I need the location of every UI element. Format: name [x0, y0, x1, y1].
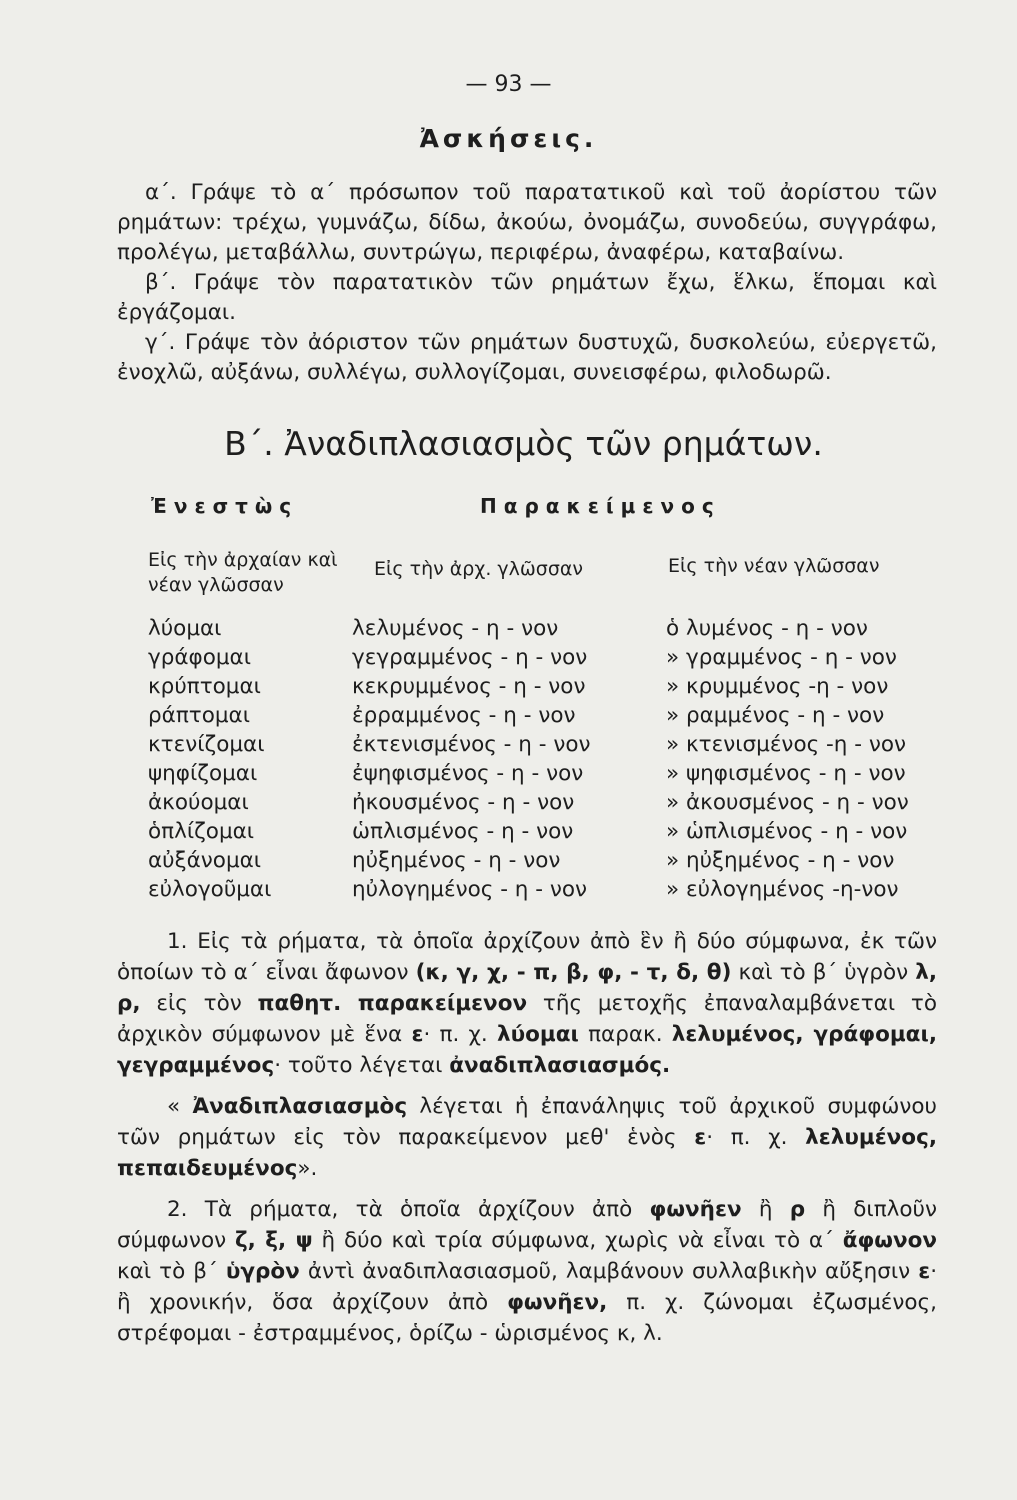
rules-section	[117, 926, 937, 1359]
table-cell: » ραμμένος - η - νον	[666, 703, 885, 728]
table-cell: ἐρραμμένος - η - νον	[352, 703, 576, 728]
table-cell: ἐψηφισμένος - η - νον	[352, 761, 584, 786]
col1-subheading: Εἰς τὴν ἀρχαίαν καὶ νέαν γλῶσσαν	[148, 549, 338, 596]
table-cell: » κτενισμένος -η - νον	[666, 732, 907, 757]
table-cell: ὁ λυμένος - η - νον	[666, 616, 868, 641]
table-cell: αὐξάνομαι	[148, 848, 262, 873]
table-cell: » ὡπλισμένος - η - νον	[666, 819, 908, 844]
present-tense-heading: Ἐνεστὼς	[151, 494, 299, 518]
col3-subheading: Εἰς τὴν νέαν γλῶσσαν	[668, 555, 880, 577]
table-cell: λύομαι	[148, 616, 222, 641]
page-number: — 93 —	[465, 72, 552, 97]
chapter-title: Β΄. Ἀναδιπλασιασμὸς τῶν ρημάτων.	[224, 424, 823, 463]
table-cell: » κρυμμένος -η - νον	[666, 674, 889, 699]
table-cell: ἠκουσμένος - η - νον	[352, 790, 575, 815]
exercise-c: γ΄. Γράψε τὸν ἀόριστον τῶν ρημάτων δυστυχῶ, δυσκολεύω, εὐεργετῶ, ἐνοχλῶ, αὐξάνω, συλλέγω, συλλογίζομαι, συνεισφέρω, φιλοδωρῶ.	[117, 330, 937, 385]
ancient-perfect-column	[352, 614, 591, 904]
table-cell: ψηφίζομαι	[148, 761, 258, 786]
modern-perfect-column	[666, 614, 909, 904]
definition-quote: « Ἀναδιπλασιασμὸς λέγεται ἡ ἐπανάληψις τοῦ ἀρχικοῦ συμφώνου τῶν ρημάτων εἰς τὸν παρακείμενον μεθ' ἑνὸς ε· π. χ. λελυμένος, πεπαιδευμένος».	[117, 1094, 937, 1181]
table-cell: γεγραμμένος - η - νον	[352, 645, 588, 670]
table-cell: » εὐλογημένος -η-νον	[666, 877, 899, 902]
table-cell: ὡπλισμένος - η - νον	[352, 819, 574, 844]
table-cell: ηὐξημένος - η - νον	[352, 848, 561, 873]
table-cell: κτενίζομαι	[148, 732, 265, 757]
exercise-a: α΄. Γράψε τὸ α΄ πρόσωπον τοῦ παρατατικοῦ καὶ τοῦ ἀορίστου τῶν ρημάτων: τρέχω, γυμνάζω, δίδω, ἀκούω, ὀνομάζω, συνοδεύω, συγγράφω, προλέγω, μεταβάλλω, συντρώγω, περιφέρω, ἀναφέρω, καταβαίνω.	[117, 180, 937, 265]
table-cell: κρύπτομαι	[148, 674, 261, 699]
table-cell: ηὐλογημένος - η - νον	[352, 877, 588, 902]
exercises	[117, 178, 937, 388]
table-cell: » ηὐξημένος - η - νον	[666, 848, 895, 873]
present-column	[148, 614, 271, 904]
section-title: Ἀσκήσεις.	[419, 124, 598, 153]
table-cell: » ἀκουσμένος - η - νον	[666, 790, 909, 815]
table-cell: ἐκτενισμένος - η - νον	[352, 732, 591, 757]
perfect-tense-heading: Παρακείμενος	[480, 494, 721, 518]
table-cell: εὐλογοῦμαι	[148, 877, 272, 902]
rule-2: 2. Τὰ ρήματα, τὰ ὁποῖα ἀρχίζουν ἀπὸ φωνῆεν ἢ ρ ἢ διπλοῦν σύμφωνον ζ, ξ, ψ ἢ δύο καὶ τρία σύμφωνα, χωρὶς νὰ εἶναι τὸ α΄ ἄφωνον καὶ τὸ β΄ ὑγρὸν ἀντὶ ἀναδιπλασιασμοῦ, λαμβάνουν συλλαβικὴν αὔξησιν ε· ἢ χρονικήν, ὅσα ἀρχίζουν ἀπὸ φωνῆεν, π. χ. ζώνομαι ἐζωσμένος, στρέφομαι - ἐστραμμένος, ὁρίζω - ὡρισμένος κ, λ.	[117, 1197, 938, 1346]
table-cell: γράφομαι	[148, 645, 252, 670]
table-cell: ἀκούομαι	[148, 790, 249, 815]
exercise-b: β΄. Γράψε τὸν παρατατικὸν τῶν ρημάτων ἔχω, ἕλκω, ἕπομαι καὶ ἐργάζομαι.	[117, 270, 937, 325]
rule-1: 1. Εἰς τὰ ρήματα, τὰ ὁποῖα ἀρχίζουν ἀπὸ ἓν ἢ δύο σύμφωνα, ἐκ τῶν ὁποίων τὸ α΄ εἶναι ἄφωνον (κ, γ, χ, - π, β, φ, - τ, δ, θ) καὶ τὸ β΄ ὑγρὸν λ, ρ, εἰς τὸν παθητ. παρακείμενον τῆς μετοχῆς ἐπαναλαμβάνεται τὸ ἀρχικὸν σύμφωνον μὲ ἕνα ε· π. χ. λύομαι παρακ. λελυμένος, γράφομαι, γεγραμμένος· τοῦτο λέγεται ἀναδιπλασιασμός.	[117, 929, 937, 1078]
table-cell: κεκρυμμένος - η - νον	[352, 674, 586, 699]
table-cell: ράπτομαι	[148, 703, 250, 728]
table-cell: λελυμένος - η - νον	[352, 616, 559, 641]
table-cell: ὁπλίζομαι	[148, 819, 255, 844]
table-cell: » γραμμένος - η - νον	[666, 645, 897, 670]
table-cell: » ψηφισμένος - η - νον	[666, 761, 906, 786]
col2-subheading: Εἰς τὴν ἀρχ. γλῶσσαν	[374, 558, 584, 580]
